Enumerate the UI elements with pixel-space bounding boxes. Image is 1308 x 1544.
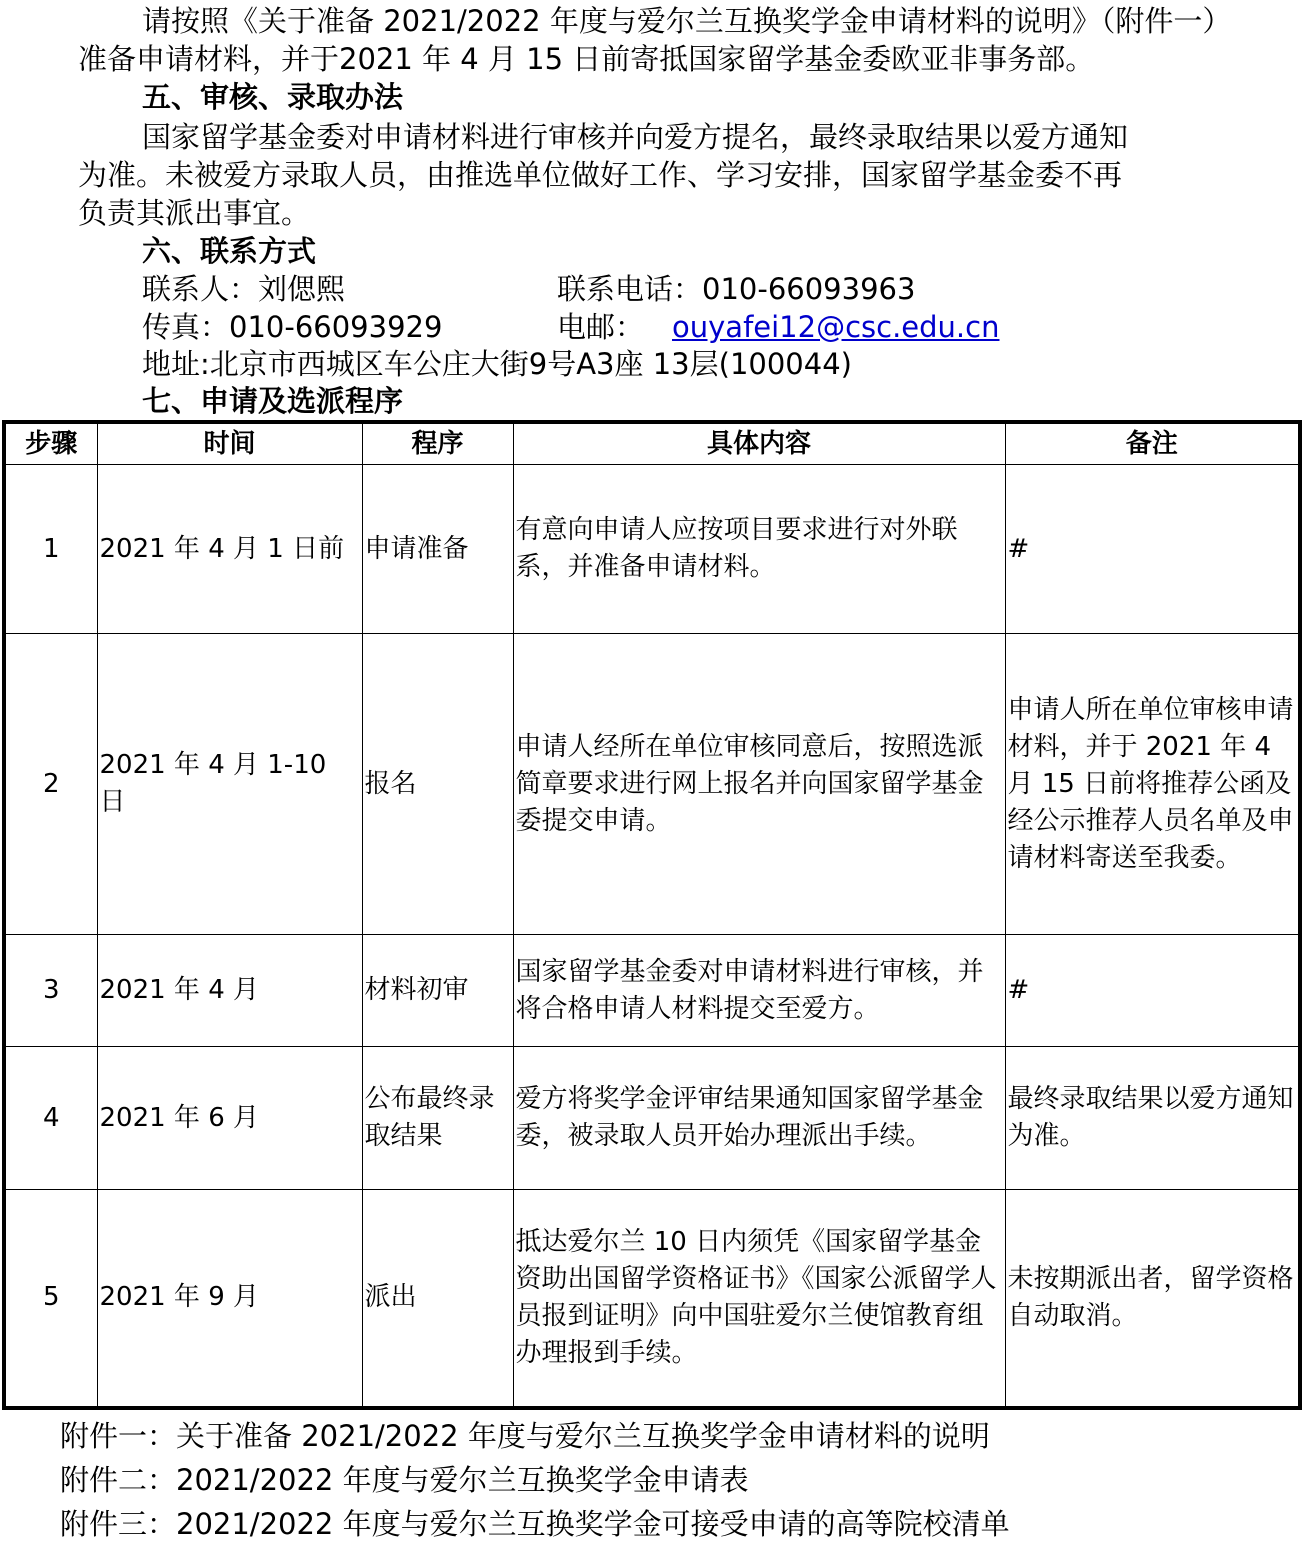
cell-procedure: 报名 [362,634,513,935]
cell-content: 申请人经所在单位审核同意后，按照选派简章要求进行网上报名并向国家留学基金委提交申请。 [513,634,1005,935]
table-row [4,1190,1300,1408]
contact-phone: 联系电话：010-66093963 [557,272,916,306]
section-5-line-2: 为准。未被爱方录取人员，由推选单位做好工作、学习安排，国家留学基金委不再 [78,158,1123,192]
cell-procedure: 派出 [362,1190,513,1408]
section-5-line-3: 负责其派出事宜。 [78,196,311,230]
cell-time: 2021 年 4 月 1-10 日 [97,634,362,935]
attachment-2: 附件二：2021/2022 年度与爱尔兰互换奖学金申请表 [60,1463,749,1497]
contact-person: 联系人：刘偲熙 [142,272,346,306]
procedure-table [2,420,1302,1410]
cell-content: 有意向申请人应按项目要求进行对外联系，并准备申请材料。 [513,465,1005,634]
intro-line-1: 请按照《关于准备 2021/2022 年度与爱尔兰互换奖学金申请材料的说明》（附件一） [142,4,1232,38]
cell-step: 3 [4,935,97,1047]
section-5-line-1: 国家留学基金委对申请材料进行审核并向爱方提名，最终录取结果以爱方通知 [142,120,1129,154]
cell-procedure: 材料初审 [362,935,513,1047]
email-link[interactable]: ouyafei12@csc.edu.cn [672,310,1000,344]
cell-step: 1 [4,465,97,634]
cell-step: 4 [4,1047,97,1190]
attachment-1: 附件一：关于准备 2021/2022 年度与爱尔兰互换奖学金申请材料的说明 [60,1419,990,1453]
table-header-row [4,422,1300,465]
cell-note: 申请人所在单位审核申请材料，并于 2021 年 4 月 15 日前将推荐公函及经公示推荐人员名单及申请材料寄送至我委。 [1005,634,1300,935]
section-6-heading: 六、联系方式 [142,234,317,268]
cell-time: 2021 年 6 月 [97,1047,362,1190]
cell-time: 2021 年 4 月 [97,935,362,1047]
cell-note: # [1005,935,1300,1047]
contact-address: 地址:北京市西城区车公庄大街9号A3座 13层(100044) [142,347,852,381]
cell-content: 抵达爱尔兰 10 日内须凭《国家留学基金资助出国留学资格证书》《国家公派留学人员报到证明》向中国驻爱尔兰使馆教育组办理报到手续。 [513,1190,1005,1408]
header-step: 步骤 [4,422,97,465]
table-row [4,935,1300,1047]
section-5-heading: 五、审核、录取办法 [142,80,404,114]
table-row [4,465,1300,634]
intro-line-2: 准备申请材料，并于2021 年 4 月 15 日前寄抵国家留学基金委欧亚非事务部。 [78,42,1095,76]
header-procedure: 程序 [362,422,513,465]
cell-time: 2021 年 9 月 [97,1190,362,1408]
email-label: 电邮： [557,310,645,344]
cell-note: 最终录取结果以爱方通知为准。 [1005,1047,1300,1190]
contact-fax: 传真：010-66093929 [142,310,443,344]
cell-step: 2 [4,634,97,935]
cell-step: 5 [4,1190,97,1408]
attachment-3: 附件三：2021/2022 年度与爱尔兰互换奖学金可接受申请的高等院校清单 [60,1507,1010,1541]
section-7-heading: 七、申请及选派程序 [142,384,404,418]
cell-content: 国家留学基金委对申请材料进行审核，并将合格申请人材料提交至爱方。 [513,935,1005,1047]
cell-procedure: 公布最终录取结果 [362,1047,513,1190]
cell-content: 爱方将奖学金评审结果通知国家留学基金委，被录取人员开始办理派出手续。 [513,1047,1005,1190]
table-row [4,634,1300,935]
header-time: 时间 [97,422,362,465]
table-row [4,1047,1300,1190]
header-note: 备注 [1005,422,1300,465]
cell-note: 未按期派出者，留学资格自动取消。 [1005,1190,1300,1408]
header-content: 具体内容 [513,422,1005,465]
cell-note: # [1005,465,1300,634]
contact-email-row [557,308,999,346]
cell-time: 2021 年 4 月 1 日前 [97,465,362,634]
cell-procedure: 申请准备 [362,465,513,634]
